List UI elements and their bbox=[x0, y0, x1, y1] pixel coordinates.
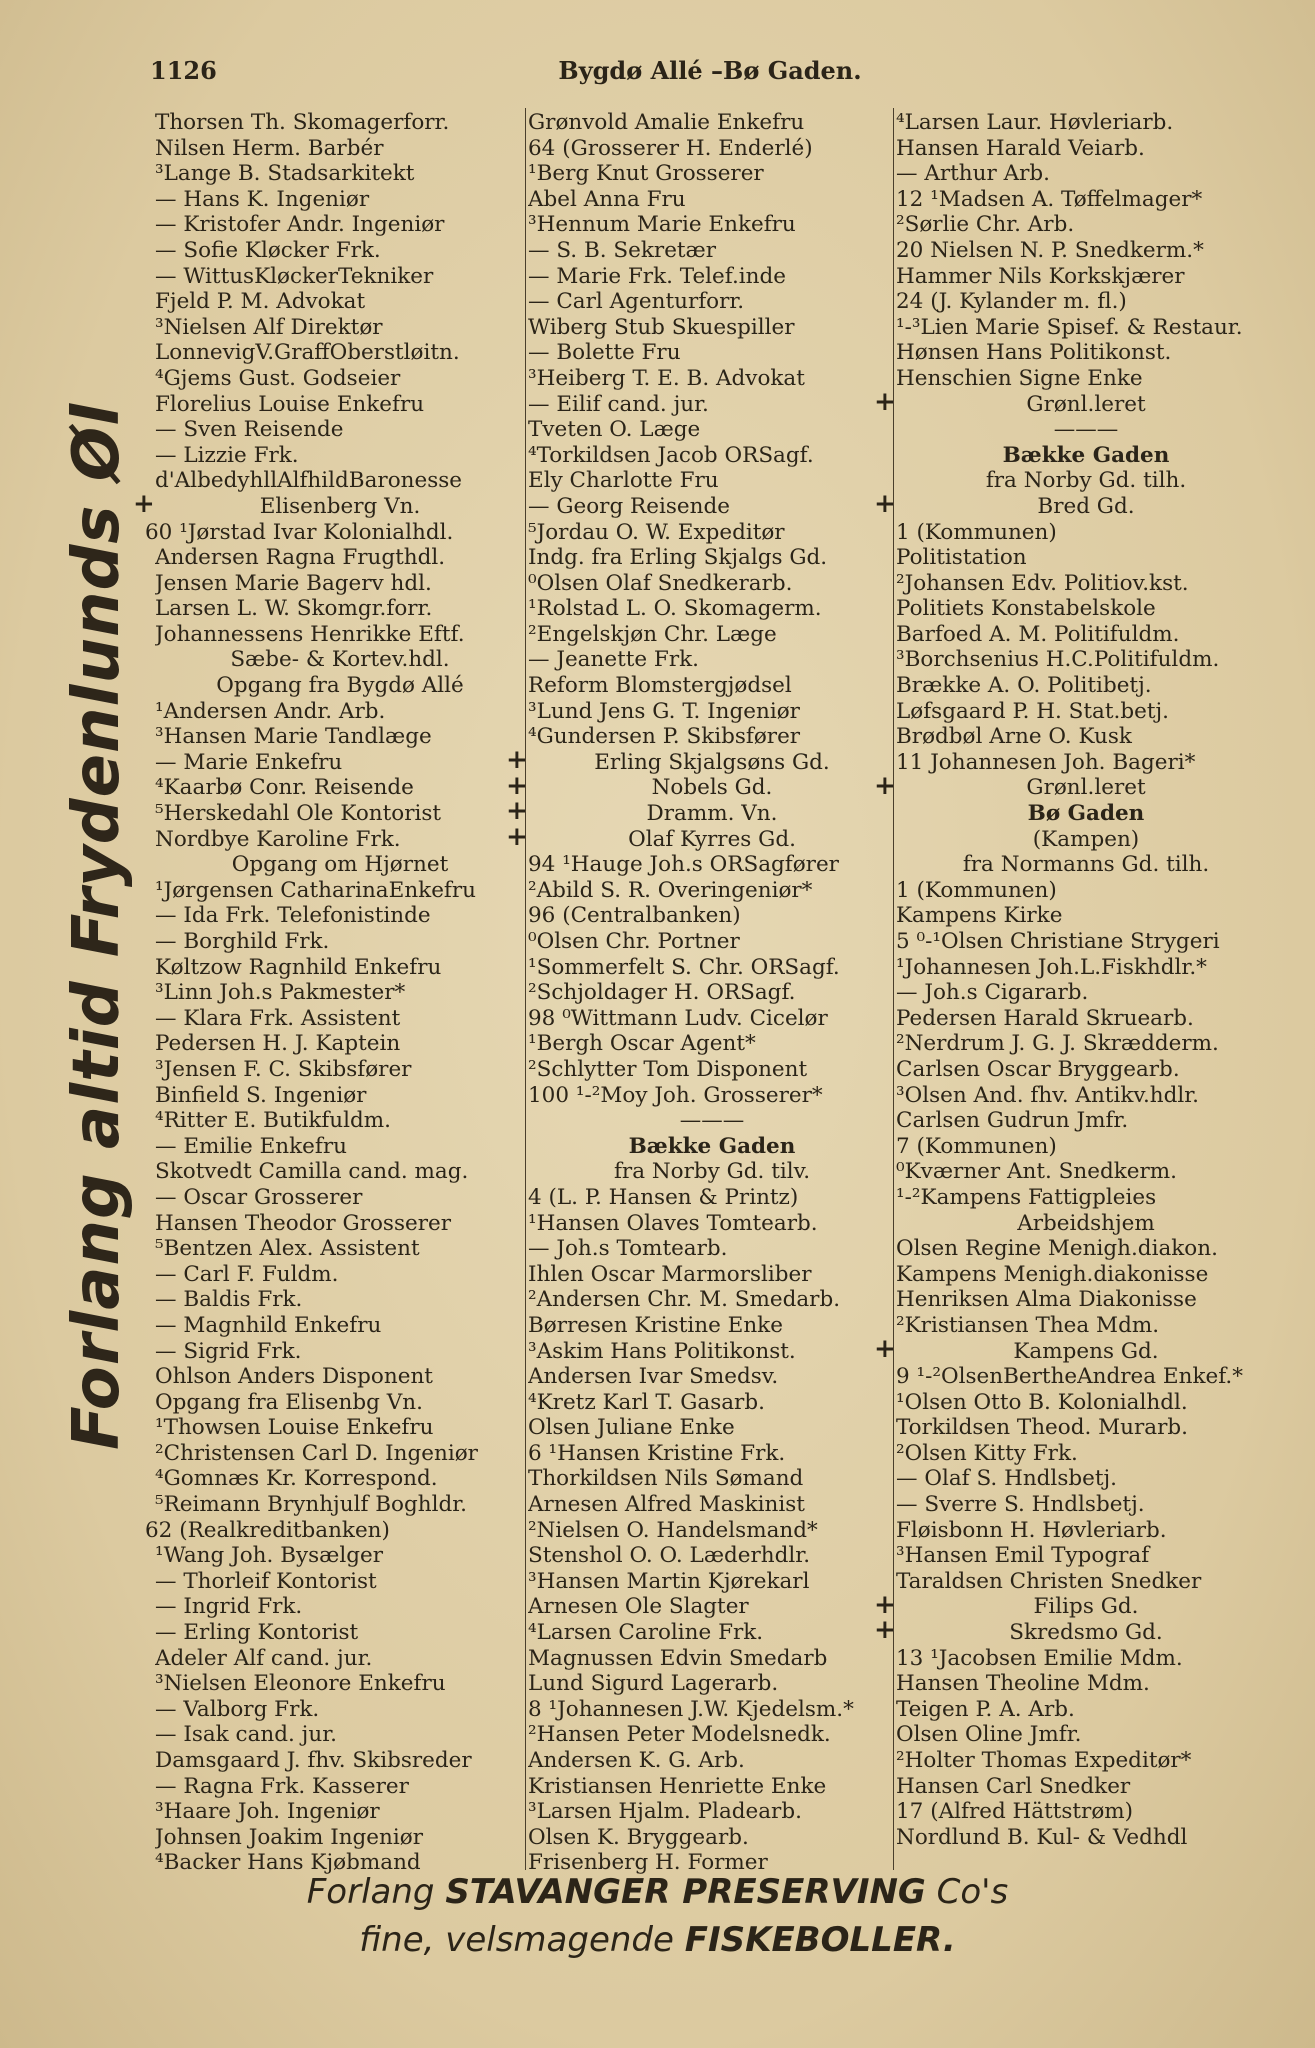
directory-entry: Filips Gd. bbox=[1033, 1594, 1139, 1620]
directory-entry: Thorsen Th. Skomagerforr. bbox=[155, 110, 450, 135]
directory-entry: 100 ¹-²Moy Joh. Grosserer* bbox=[528, 1082, 823, 1108]
directory-entry: 7 (Kommunen) bbox=[896, 1133, 1057, 1159]
directory-entry: — Bolette Fru bbox=[528, 340, 681, 366]
directory-entry: Hansen Carl Snedker bbox=[896, 1773, 1131, 1799]
directory-entry: ²Sørlie Chr. Arb. bbox=[896, 212, 1075, 238]
directory-entry: Børresen Kristine Enke bbox=[528, 1312, 783, 1338]
directory-entry: — Erling Kontorist bbox=[155, 1620, 359, 1646]
directory-entry: 9 ¹-²OlsenBertheAndrea Enkef.* bbox=[896, 1364, 1243, 1390]
directory-entry: Fløisbonn H. Høvleriarb. bbox=[896, 1517, 1167, 1543]
directory-entry: Grønl.leret bbox=[1026, 775, 1146, 801]
directory-entry: Taraldsen Christen Snedker bbox=[896, 1568, 1202, 1594]
directory-entry: Skredsmo Gd. bbox=[1009, 1620, 1163, 1646]
directory-entry: ³Jensen F. C. Skibsfører bbox=[155, 1056, 412, 1082]
directory-entry: ³Hansen Emil Typograf bbox=[896, 1543, 1150, 1569]
directory-entry: ³Haare Joh. Ingeniør bbox=[155, 1799, 380, 1825]
directory-entry: Olsen Regine Menigh.diakon. bbox=[896, 1236, 1218, 1262]
directory-entry: 12 ¹Madsen A. Tøffelmager* bbox=[896, 186, 1203, 212]
directory-entry: Kristiansen Henriette Enke bbox=[528, 1773, 827, 1799]
directory-entry: Hønsen Hans Politikonst. bbox=[896, 340, 1172, 366]
footer-line1-brand: STAVANGER PRESERVING bbox=[445, 1872, 926, 1912]
directory-entry: Nilsen Herm. Barbér bbox=[155, 135, 384, 161]
directory-entry: ¹Olsen Otto B. Kolonialhdl. bbox=[896, 1389, 1188, 1415]
directory-entry: — Olaf S. Hndlsbetj. bbox=[896, 1466, 1117, 1492]
directory-entry: — Oscar Grosserer bbox=[155, 1184, 363, 1210]
directory-entry: Adeler Alf cand. jur. bbox=[155, 1645, 373, 1671]
directory-entry: Nobels Gd. bbox=[651, 775, 773, 801]
directory-entry: Brække A. O. Politibetj. bbox=[896, 673, 1152, 699]
page-header bbox=[150, 56, 1270, 92]
directory-entry: Wiberg Stub Skuespiller bbox=[528, 314, 795, 340]
directory-entry: fra Normanns Gd. tilh. bbox=[962, 852, 1210, 878]
directory-entry: ¹-³Lien Marie Spisef. & Restaur. bbox=[896, 314, 1243, 340]
directory-entry: — Jeanette Frk. bbox=[528, 647, 699, 673]
directory-entry: Elisenberg Vn. bbox=[259, 493, 421, 519]
directory-entry: Hansen Theodor Grosserer bbox=[155, 1210, 451, 1236]
cross-street-marker: + bbox=[506, 821, 528, 852]
directory-entry: 4 (L. P. Hansen & Printz) bbox=[528, 1184, 799, 1210]
directory-entry: Carlsen Gudrun Jmfr. bbox=[896, 1108, 1129, 1134]
directory-entry: ¹Jørgensen CatharinaEnkefru bbox=[155, 877, 476, 903]
directory-entry: Andersen Ivar Smedsv. bbox=[528, 1364, 779, 1390]
directory-entry: Johnsen Joakim Ingeniør bbox=[155, 1824, 423, 1850]
directory-entry: Damsgaard J. fhv. Skibsreder bbox=[155, 1748, 472, 1773]
directory-entry: Arbeidshjem bbox=[1017, 1210, 1155, 1236]
directory-entry: ³Hennum Marie Enkefru bbox=[528, 212, 796, 238]
directory-entry: — Arthur Arb. bbox=[896, 161, 1050, 187]
directory-entry: Jensen Marie Bagerv hdl. bbox=[155, 570, 432, 596]
directory-entry: Tveten O. Læge bbox=[528, 417, 701, 443]
directory-entry: ²Kristiansen Thea Mdm. bbox=[896, 1312, 1160, 1338]
directory-entry: Ely Charlotte Fru bbox=[528, 468, 719, 494]
column-2 bbox=[506, 110, 896, 1876]
directory-entry: 8 ¹Johannesen J.W. Kjedelsm.* bbox=[528, 1696, 854, 1722]
directory-entry: ⁴Kretz Karl T. Gasarb. bbox=[528, 1389, 765, 1415]
directory-entry: — Ragna Frk. Kasserer bbox=[155, 1773, 409, 1799]
directory-entry: ³Olsen And. fhv. Antikv.hdlr. bbox=[896, 1082, 1200, 1108]
directory-entry: — Baldis Frk. bbox=[155, 1287, 303, 1313]
directory-entry: — Isak cand. jur. bbox=[155, 1722, 337, 1748]
directory-entry: ³Larsen Hjalm. Pladearb. bbox=[528, 1799, 802, 1825]
directory-entry: Bø Gaden bbox=[1027, 801, 1145, 827]
directory-entry: Torkildsen Theod. Murarb. bbox=[896, 1415, 1188, 1441]
directory-entry: Larsen L. W. Skomgr.forr. bbox=[155, 596, 433, 622]
directory-entry: Barfoed A. M. Politifuldm. bbox=[896, 621, 1180, 647]
directory-entry: — Sofie Kløcker Frk. bbox=[155, 237, 381, 263]
directory-entry: ³Lange B. Stadsarkitekt bbox=[155, 161, 415, 187]
directory-entry: Bække Gaden bbox=[628, 1133, 796, 1159]
directory-entry: LonnevigV.GraffOberstløitn. bbox=[155, 340, 460, 366]
directory-entry: fra Norby Gd. tilv. bbox=[613, 1159, 811, 1185]
directory-entry: Henriksen Alma Diakonisse bbox=[896, 1287, 1197, 1313]
directory-entry: — Joh.s Cigararb. bbox=[896, 980, 1089, 1006]
footer-ad-line-2 bbox=[0, 1920, 1315, 1960]
cross-street-marker: + bbox=[874, 1615, 896, 1646]
directory-entry: Magnussen Edvin Smedarb bbox=[528, 1645, 828, 1671]
cross-street-marker: + bbox=[874, 1333, 896, 1364]
directory-entry: ¹Johannesen Joh.L.Fiskhdlr.* bbox=[896, 954, 1207, 980]
directory-entry: Løfsgaard P. H. Stat.betj. bbox=[896, 698, 1169, 724]
directory-entry: Arnesen Ole Slagter bbox=[528, 1594, 749, 1620]
directory-entry: Nordlund B. Kul- & Vedhdl bbox=[896, 1824, 1188, 1850]
directory-entry: ⁵Reimann Brynhjulf Boghldr. bbox=[155, 1492, 467, 1518]
directory-entry: Køltzow Ragnhild Enkefru bbox=[155, 954, 442, 980]
directory-entry: ¹Andersen Andr. Arb. bbox=[155, 698, 386, 724]
directory-entry: Abel Anna Fru bbox=[528, 186, 686, 212]
directory-entry: ³Borchsenius H.C.Politifuldm. bbox=[896, 647, 1220, 673]
directory-entry: 1 (Kommunen) bbox=[896, 519, 1057, 545]
directory-entry: Lund Sigurd Lagerarb. bbox=[528, 1671, 779, 1697]
directory-entry: Andersen K. G. Arb. bbox=[528, 1748, 745, 1773]
directory-entry: 1 (Kommunen) bbox=[896, 877, 1057, 903]
directory-entry: ²Schlytter Tom Disponent bbox=[528, 1056, 808, 1082]
directory-entry: — Thorleif Kontorist bbox=[155, 1568, 377, 1594]
directory-entry: ¹Sommerfelt S. Chr. ORSagf. bbox=[528, 954, 840, 980]
directory-entry: — WittusKløckerTekniker bbox=[155, 263, 434, 289]
directory-entry: Hansen Harald Veiarb. bbox=[896, 135, 1145, 161]
directory-entry: Ihlen Oscar Marmorsliber bbox=[528, 1261, 812, 1287]
directory-entry: ¹-²Kampens Fattigpleies bbox=[896, 1184, 1157, 1210]
directory-entry: ⁴Gundersen P. Skibsfører bbox=[528, 724, 801, 750]
directory-entry: Olsen Oline Jmfr. bbox=[896, 1722, 1082, 1748]
footer-line1-prefix: Forlang bbox=[306, 1872, 446, 1912]
directory-entry: Erling Skjalgsøns Gd. bbox=[594, 749, 830, 775]
directory-entry: Fjeld P. M. Advokat bbox=[155, 289, 366, 315]
directory-entry: Thorkildsen Nils Sømand bbox=[528, 1466, 804, 1492]
directory-entry: — Borghild Frk. bbox=[155, 929, 330, 954]
page-title: Bygdø Allé –Bø Gaden. bbox=[558, 56, 862, 85]
directory-entry: — Marie Enkefru bbox=[155, 749, 343, 775]
directory-entry: ²Johansen Edv. Politiov.kst. bbox=[896, 570, 1189, 596]
directory-entry: 5 ⁰-¹Olsen Christiane Strygeri bbox=[896, 929, 1220, 954]
directory-entry: — Sven Reisende bbox=[155, 417, 344, 443]
directory-entry: Ohlson Anders Disponent bbox=[155, 1364, 433, 1390]
column-1 bbox=[133, 110, 525, 1876]
directory-entry: Grønl.leret bbox=[1026, 391, 1146, 417]
directory-entry: — Georg Reisende bbox=[528, 493, 730, 519]
cross-street-marker: + bbox=[874, 386, 896, 417]
footer-ad-line-1 bbox=[0, 1872, 1315, 1912]
cross-street-marker: + bbox=[506, 796, 528, 827]
directory-entry: 94 ¹Hauge Joh.s ORSagfører bbox=[528, 852, 839, 878]
directory-entry: ⁴Backer Hans Kjøbmand bbox=[155, 1850, 421, 1876]
directory-entry: — Lizzie Frk. bbox=[155, 442, 299, 468]
directory-entry: ¹Bergh Oscar Agent* bbox=[528, 1031, 756, 1057]
directory-entry: ²Hansen Peter Modelsnedk. bbox=[528, 1722, 831, 1748]
directory-entry: ²Nerdrum J. G. J. Skrædderm. bbox=[896, 1031, 1219, 1057]
directory-entry: Arnesen Alfred Maskinist bbox=[528, 1492, 805, 1518]
directory-entry: ²Andersen Chr. M. Smedarb. bbox=[528, 1287, 841, 1313]
directory-entry: Sæbe- & Kortev.hdl. bbox=[230, 647, 450, 673]
directory-entry: ²Schjoldager H. ORSagf. bbox=[528, 980, 796, 1006]
directory-entry: ²Christensen Carl D. Ingeniør bbox=[155, 1440, 478, 1466]
directory-entry: ³Askim Hans Politikonst. bbox=[528, 1338, 796, 1364]
directory-entry: Opgang fra Bygdø Allé bbox=[216, 673, 464, 699]
side-advertisement: Forlang altid Frydenlunds Øl bbox=[60, 402, 134, 1450]
directory-entry: ¹Berg Knut Grosserer bbox=[528, 161, 764, 187]
cross-street-marker: + bbox=[133, 489, 155, 519]
directory-entry: — Emilie Enkefru bbox=[155, 1133, 347, 1159]
directory-entry: ²Holter Thomas Expeditør* bbox=[896, 1748, 1192, 1773]
directory-entry: ³Nielsen Alf Direktør bbox=[155, 314, 383, 340]
directory-entry: ¹Rolstad L. O. Skomagerm. bbox=[528, 596, 822, 622]
cross-street-marker: + bbox=[874, 489, 896, 519]
directory-entry: ⁴Ritter E. Butikfuldm. bbox=[155, 1108, 392, 1134]
directory-entry: — Kristofer Andr. Ingeniør bbox=[155, 212, 445, 238]
directory-entry: Grønvold Amalie Enkefru bbox=[528, 110, 805, 135]
directory-entry: Stenshol O. O. Læderhdlr. bbox=[528, 1543, 811, 1569]
directory-entry: Andersen Ragna Frugthdl. bbox=[155, 545, 446, 571]
directory-entry: ——— bbox=[1053, 417, 1119, 443]
directory-entry: Opgang om Hjørnet bbox=[231, 852, 449, 878]
directory-entry: Bække Gaden bbox=[1002, 442, 1170, 468]
cross-street-marker: + bbox=[506, 745, 528, 775]
directory-entry: — Valborg Frk. bbox=[155, 1696, 320, 1722]
directory-entry: Olsen K. Bryggearb. bbox=[528, 1824, 749, 1850]
directory-entry: Politiets Konstabelskole bbox=[896, 596, 1156, 622]
directory-entry: — Magnhild Enkefru bbox=[155, 1312, 382, 1338]
directory-entry: Johannessens Henrikke Eftf. bbox=[155, 621, 465, 647]
directory-entry: Florelius Louise Enkefru bbox=[155, 391, 425, 417]
directory-entry: ⁵Jordau O. W. Expeditør bbox=[528, 519, 785, 545]
directory-entry: ⁰Kværner Ant. Snedkerm. bbox=[896, 1159, 1177, 1185]
directory-entry: — Marie Frk. Telef.inde bbox=[528, 263, 786, 289]
directory-entry: fra Norby Gd. tilh. bbox=[985, 468, 1187, 494]
directory-entry: ⁵Bentzen Alex. Assistent bbox=[155, 1236, 420, 1262]
directory-entry: — Ingrid Frk. bbox=[155, 1594, 303, 1620]
column-3 bbox=[874, 110, 1276, 1850]
directory-entry: Hammer Nils Korkskjærer bbox=[896, 263, 1185, 289]
cross-street-marker: + bbox=[874, 770, 896, 801]
directory-entry: 20 Nielsen N. P. Snedkerm.* bbox=[896, 237, 1204, 263]
directory-entry: Reform Blomstergjødsel bbox=[528, 673, 792, 699]
directory-entry: ²Engelskjøn Chr. Læge bbox=[528, 621, 777, 647]
directory-entry: 60 ¹Jørstad Ivar Kolonialhdl. bbox=[145, 519, 454, 545]
directory-entry: Henschien Signe Enke bbox=[896, 365, 1143, 391]
directory-entry: Teigen P. A. Arb. bbox=[896, 1696, 1075, 1722]
directory-entry: 6 ¹Hansen Kristine Frk. bbox=[528, 1440, 786, 1466]
directory-entry: — Sigrid Frk. bbox=[155, 1338, 302, 1364]
directory-entry: ²Olsen Kitty Frk. bbox=[896, 1440, 1078, 1466]
directory-entry: — Eilif cand. jur. bbox=[528, 391, 709, 417]
directory-entry: Indg. fra Erling Skjalgs Gd. bbox=[528, 545, 828, 571]
directory-entry: ⁴Gomnæs Kr. Korrespond. bbox=[155, 1466, 438, 1492]
directory-entry: 64 (Grosserer H. Enderlé) bbox=[528, 135, 813, 161]
column-divider bbox=[525, 108, 526, 1870]
directory-entry: ³Heiberg T. E. B. Advokat bbox=[528, 365, 805, 391]
directory-entry: ⁴Kaarbø Conr. Reisende bbox=[155, 775, 414, 801]
directory-entry: ⁰Olsen Olaf Snedkerarb. bbox=[528, 570, 793, 596]
directory-entry: 98 ⁰Wittmann Ludv. Cicelør bbox=[528, 1005, 828, 1031]
directory-entry: ¹Wang Joh. Bysælger bbox=[155, 1543, 384, 1569]
cross-street-marker: + bbox=[874, 1589, 896, 1620]
directory-entry: Carlsen Oscar Bryggearb. bbox=[896, 1056, 1180, 1082]
directory-entry: Hansen Theoline Mdm. bbox=[896, 1671, 1150, 1697]
directory-entry: ⁴Torkildsen Jacob ORSagf. bbox=[528, 442, 814, 468]
directory-entry: ²Abild S. R. Overingeniør* bbox=[528, 877, 813, 903]
directory-entry: ⁰Olsen Chr. Portner bbox=[528, 929, 740, 954]
directory-entry: ⁵Herskedahl Ole Kontorist bbox=[155, 801, 442, 827]
directory-entry: ⁴Larsen Caroline Frk. bbox=[528, 1620, 764, 1646]
directory-entry: — Joh.s Tomtearb. bbox=[528, 1236, 728, 1262]
footer-line1-suffix: Co's bbox=[925, 1872, 1009, 1912]
directory-entry: 24 (J. Kylander m. fl.) bbox=[896, 289, 1127, 315]
directory-entry: 17 (Alfred Hättstrøm) bbox=[896, 1799, 1134, 1825]
directory-entry: Bred Gd. bbox=[1037, 493, 1135, 519]
directory-entry: — Carl F. Fuldm. bbox=[155, 1261, 339, 1287]
directory-entry: Brødbøl Arne O. Kusk bbox=[896, 724, 1132, 750]
directory-entry: ³Linn Joh.s Pakmester* bbox=[155, 980, 406, 1006]
directory-entry: ³Hansen Marie Tandlæge bbox=[155, 724, 432, 750]
directory-entry: 62 (Realkreditbanken) bbox=[145, 1517, 390, 1543]
directory-entry: d'AlbedyhllAlfhildBaronesse bbox=[155, 468, 462, 494]
directory-entry: 11 Johannesen Joh. Bageri* bbox=[896, 749, 1196, 775]
directory-entry: 96 (Centralbanken) bbox=[528, 903, 741, 929]
cross-street-marker: + bbox=[506, 770, 528, 801]
directory-entry: Skotvedt Camilla cand. mag. bbox=[155, 1159, 469, 1185]
directory-entry: ¹Hansen Olaves Tomtearb. bbox=[528, 1210, 818, 1236]
directory-entry: ⁴Larsen Laur. Høvleriarb. bbox=[896, 110, 1174, 135]
directory-entry: — Sverre S. Hndlsbetj. bbox=[896, 1492, 1145, 1518]
directory-entry: ³Nielsen Eleonore Enkefru bbox=[155, 1671, 446, 1697]
directory-entry: Nordbye Karoline Frk. bbox=[155, 826, 401, 852]
footer-line2-product: FISKEBOLLER. bbox=[684, 1920, 956, 1960]
directory-entry: — Ida Frk. Telefonistinde bbox=[155, 903, 431, 929]
directory-entry: Dramm. Vn. bbox=[646, 801, 778, 827]
directory-entry: — Hans K. Ingeniør bbox=[155, 186, 370, 212]
directory-entry: Pedersen Harald Skruearb. bbox=[896, 1005, 1194, 1031]
directory-entry: Pedersen H. J. Kaptein bbox=[155, 1031, 401, 1057]
directory-entry: — Klara Frk. Assistent bbox=[155, 1005, 401, 1031]
directory-entry: Opgang fra Elisenbg Vn. bbox=[155, 1389, 423, 1415]
directory-entry: Kampens Kirke bbox=[896, 903, 1063, 929]
directory-entry: ³Lund Jens G. T. Ingeniør bbox=[528, 698, 800, 724]
directory-entry: Binfield S. Ingeniør bbox=[155, 1082, 367, 1108]
directory-entry: Politistation bbox=[896, 545, 1027, 571]
directory-entry: Olsen Juliane Enke bbox=[528, 1415, 735, 1441]
directory-entry: ²Nielsen O. Handelsmand* bbox=[528, 1517, 818, 1543]
directory-entry: Frisenberg H. Former bbox=[528, 1850, 768, 1876]
directory-entry: — S. B. Sekretær bbox=[528, 237, 717, 263]
directory-entry: ⁴Gjems Gust. Godseier bbox=[155, 365, 401, 391]
directory-entry: ³Hansen Martin Kjørekarl bbox=[528, 1568, 810, 1594]
directory-entry: ¹Thowsen Louise Enkefru bbox=[155, 1415, 434, 1441]
directory-entry: Kampens Menigh.diakonisse bbox=[896, 1261, 1209, 1287]
footer-line2-prefix: fine, velsmagende bbox=[359, 1920, 685, 1960]
page-number: 1126 bbox=[150, 56, 217, 85]
directory-entry: ——— bbox=[679, 1108, 745, 1134]
directory-entry: Olaf Kyrres Gd. bbox=[628, 826, 796, 852]
directory-entry: (Kampen) bbox=[1032, 826, 1140, 852]
directory-entry: 13 ¹Jacobsen Emilie Mdm. bbox=[896, 1645, 1183, 1671]
directory-entry: Kampens Gd. bbox=[1013, 1338, 1159, 1364]
directory-entry: — Carl Agenturforr. bbox=[528, 289, 745, 315]
